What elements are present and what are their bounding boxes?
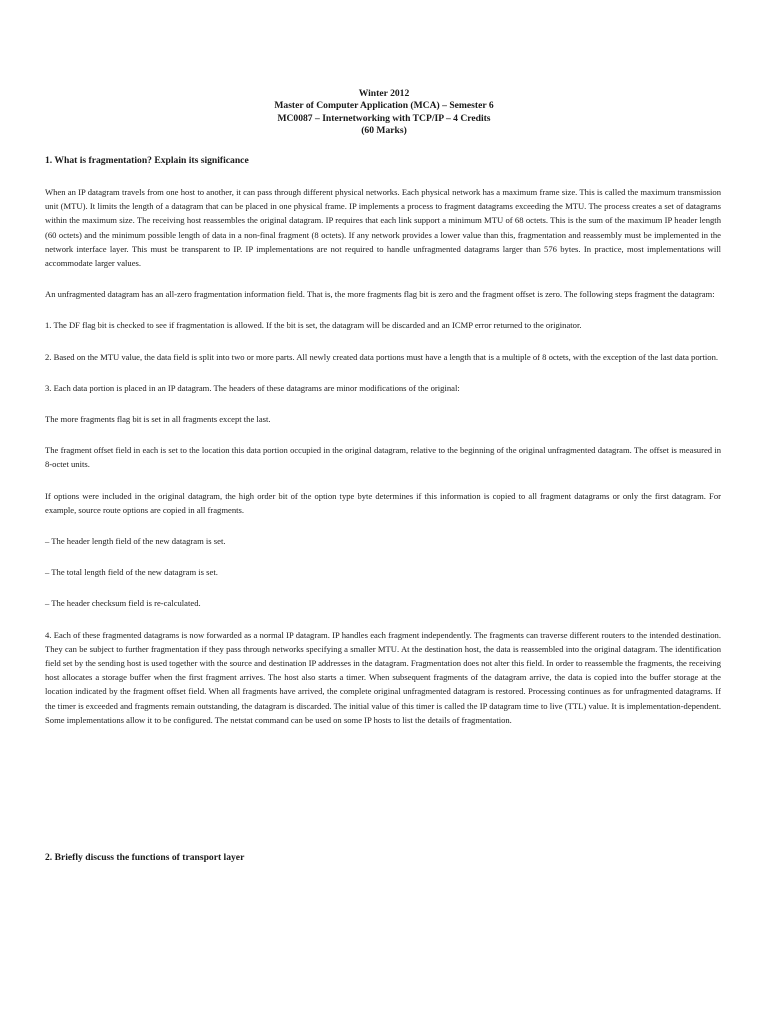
paragraph: 4. Each of these fragmented datagrams is now forwarded as a normal IP datagram. IP handles each fragment independently. The fragments can traverse different routers to the intended destination. They can be subject to further fragmentation if they pass through networks specifying a smaller MTU. At the destination host, the data is reassembled into the original datagram. The identification field set by the sending host is used together with the source and destination IP addresses in the datagram. Fragmentation does not alter this field. In order to reassemble the fragments, the receiving host allocates a storage buffer when the first fragment arrives. The host also starts a timer. When subsequent fragments of the datagram arrive, the data is copied into the buffer storage at the location indicated by the fragment offset field. When all fragments have arrived, the complete original unfragmented datagram is restored. Processing continues as for unfragmented datagrams. If the timer is exceeded and fragments remain outstanding, the datagram is discarded. The initial value of this timer is called the IP datagram time to live (TTL) value. It is implementation-dependent. Some implementations allow it to be configured. The netstat command can be used on some IP hosts to list the details of fragmentation. bbox=[45, 629, 721, 725]
program-title: Master of Computer Application (MCA) – Semester 6 bbox=[274, 100, 494, 112]
exam-session: Winter 2012 bbox=[358, 88, 410, 99]
paragraph: – The total length field of the new datagram is set. bbox=[45, 567, 218, 578]
question-1-heading: 1. What is fragmentation? Explain its significance bbox=[45, 155, 249, 166]
question-1-answer bbox=[45, 185, 721, 744]
paragraph: 2. Based on the MTU value, the data field is split into two or more parts. All newly created data portions must have a length that is a multiple of 8 octets, with the exception of the last data portion. bbox=[45, 351, 719, 362]
paragraph: – The header length field of the new datagram is set. bbox=[45, 536, 226, 547]
course-title: MC0087 – Internetworking with TCP/IP – 4 Credits bbox=[277, 112, 491, 124]
paragraph: – The header checksum field is re-calculated. bbox=[45, 598, 201, 609]
document-header bbox=[0, 88, 768, 138]
paragraph: When an IP datagram travels from one host to another, it can pass through different physical networks. Each physical network has a maximum frame size. This is called the maximum transmission unit (MTU). It limits the length of a datagram that can be placed in one physical frame. IP implements a process to fragment datagrams exceeding the MTU. The process creates a set of datagrams within the maximum size. The receiving host reassembles the original datagram. IP requires that each link support a minimum MTU of 68 octets. This is the sum of the maximum IP header length (60 octets) and the minimum possible length of data in a non-final fragment (8 octets). If any network provides a lower value than this, fragmentation and reassembly must be implemented in the network interface layer. This must be transparent to IP. IP implementations are not required to handle unfragmented datagrams larger than 576 bytes. In practice, most implementations will accommodate larger values. bbox=[45, 187, 721, 269]
paragraph: An unfragmented datagram has an all-zero fragmentation information field. That is, the more fragments flag bit is zero and the fragment offset is zero. The following steps fragment the datagram: bbox=[45, 289, 715, 300]
paragraph: 1. The DF flag bit is checked to see if fragmentation is allowed. If the bit is set, the datagram will be discarded and an ICMP error returned to the originator. bbox=[45, 320, 582, 331]
question-2-heading: 2. Briefly discuss the functions of transport layer bbox=[45, 852, 245, 863]
paragraph: If options were included in the original datagram, the high order bit of the option type byte determines if this information is copied to all fragment datagrams or only the first datagram. For example, source route options are copied in all fragments. bbox=[45, 490, 721, 515]
marks-total: (60 Marks) bbox=[361, 125, 407, 137]
paragraph: The more fragments flag bit is set in all fragments except the last. bbox=[45, 414, 271, 425]
paragraph: The fragment offset field in each is set to the location this data portion occupied in the original datagram, relative to the beginning of the original unfragmented datagram. The offset is measured in 8-octet units. bbox=[45, 445, 721, 470]
paragraph: 3. Each data portion is placed in an IP datagram. The headers of these datagrams are minor modifications of the original: bbox=[45, 382, 460, 393]
